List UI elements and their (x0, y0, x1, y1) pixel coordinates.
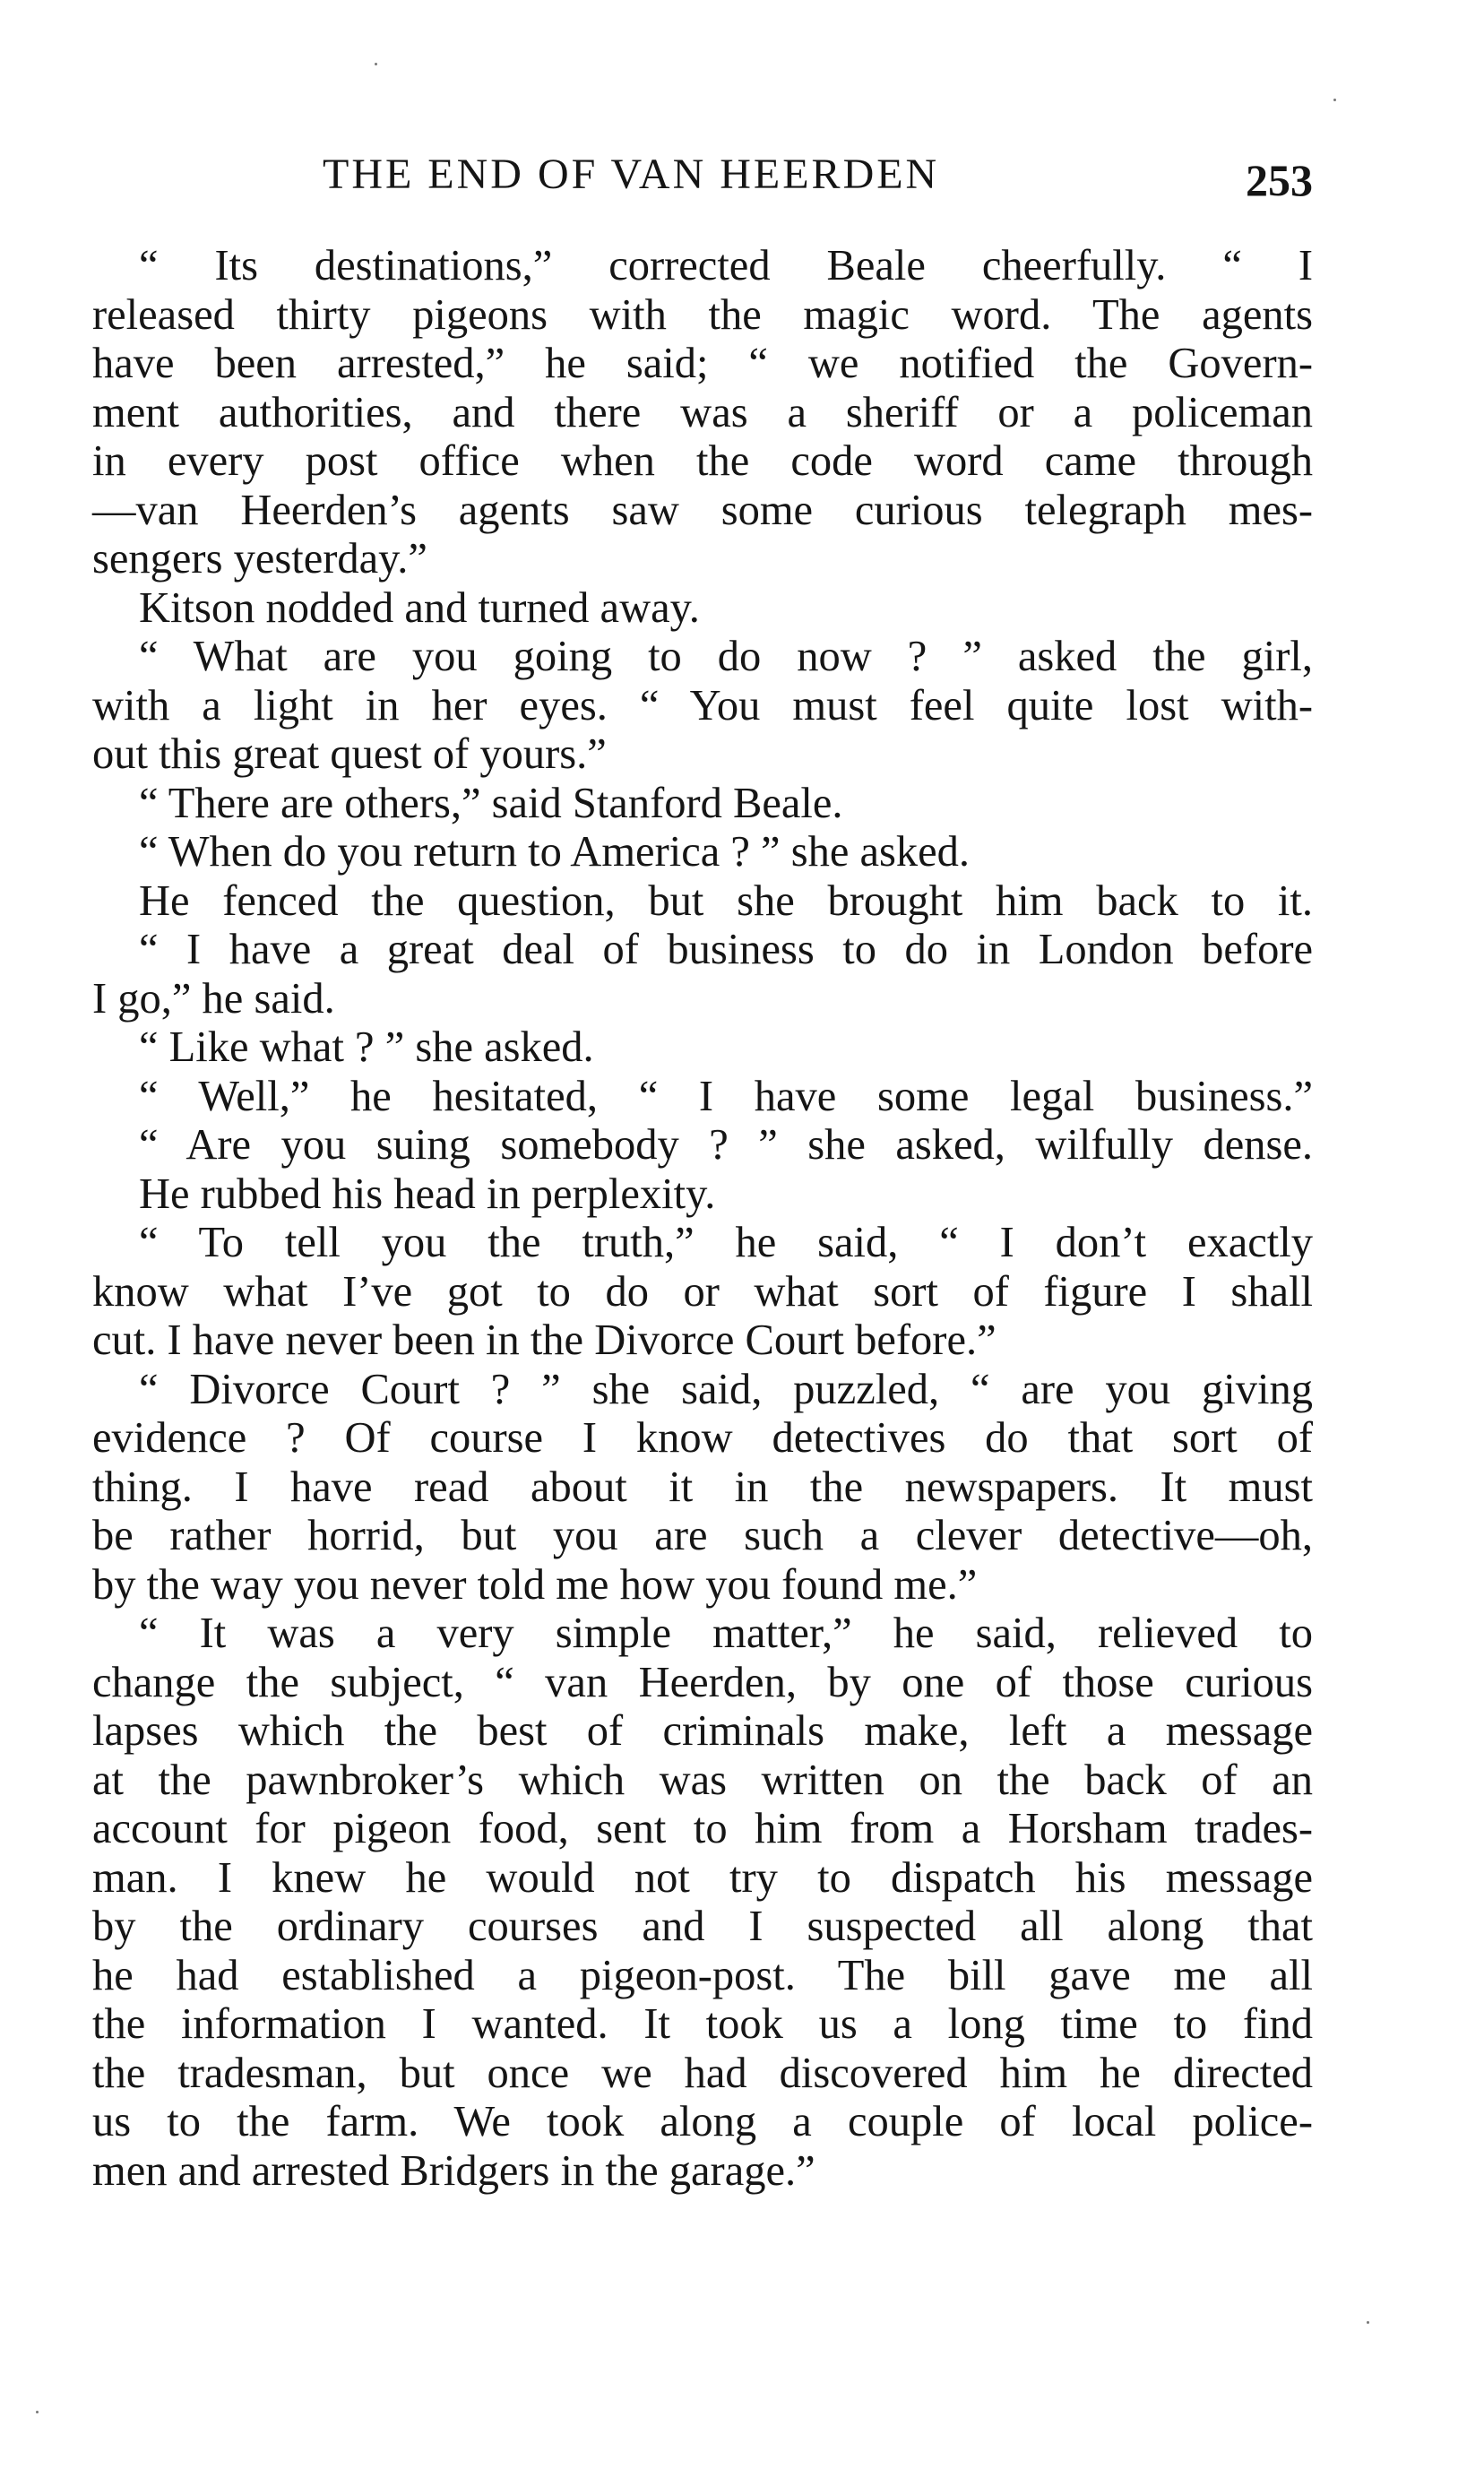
text-line: “ Are you suing somebody ? ” she asked, wilfully dense. (139, 1121, 1313, 1169)
paper-speck (1367, 2321, 1369, 2324)
text-line: He fenced the question, but she brought him back to it. (139, 876, 1313, 925)
text-line: have been arrested,” he said; “ we notified the Govern- (92, 340, 1313, 387)
text-line: lapses which the best of criminals make, left a message (92, 1707, 1313, 1755)
text-line: evidence ? Of course I know detectives do that sort of (92, 1414, 1313, 1462)
paper-speck (36, 2411, 39, 2413)
page-number: 253 (1246, 155, 1313, 205)
text-line: by the ordinary courses and I suspected all along that (92, 1903, 1313, 1950)
text-line: us to the farm. We took along a couple of local police- (92, 2098, 1313, 2145)
text-line: the information I wanted. It took us a long time to find (92, 2000, 1313, 2048)
running-head (94, 143, 1313, 206)
text-line: be rather horrid, but you are such a clever detective—oh, (92, 1512, 1313, 1559)
text-line: men and arrested Bridgers in the garage.” (92, 2146, 815, 2195)
text-line: thing. I have read about it in the newspapers. It must (92, 1463, 1313, 1511)
text-line: at the pawnbroker’s which was written on the back of an (92, 1756, 1313, 1804)
text-line: account for pigeon food, sent to him from a Horsham trades- (92, 1805, 1313, 1852)
text-line: he had established a pigeon-post. The bill gave me all (92, 1951, 1313, 1999)
text-line: out this great quest of yours.” (92, 730, 607, 778)
text-line: released thirty pigeons with the magic word. The agents (92, 290, 1313, 339)
text-line: change the subject, “ van Heerden, by one of those curious (92, 1658, 1313, 1706)
text-line: ment authorities, and there was a sheriff or a policeman (92, 388, 1313, 436)
text-line: know what I’ve got to do or what sort of figure I shall (92, 1267, 1313, 1316)
text-line: with a light in her eyes. “ You must feel quite lost with- (92, 681, 1313, 729)
body-text (92, 242, 1313, 2196)
text-line: cut. I have never been in the Divorce Court before.” (92, 1316, 997, 1364)
text-line: “ It was a very simple matter,” he said, relieved to (139, 1610, 1313, 1657)
text-line: man. I knew he would not try to dispatch his message (92, 1853, 1313, 1902)
text-line: He rubbed his head in perplexity. (139, 1170, 716, 1218)
text-line: “ Like what ? ” she asked. (139, 1023, 594, 1071)
text-line: —van Heerden’s agents saw some curious telegraph mes- (92, 486, 1313, 534)
text-line: sengers yesterday.” (92, 535, 427, 583)
text-line: “ There are others,” said Stanford Beale. (139, 779, 843, 827)
text-line: “ When do you return to America ? ” she asked. (139, 828, 971, 876)
text-line: “ To tell you the truth,” he said, “ I don’t exactly (139, 1219, 1313, 1266)
text-line: “ Well,” he hesitated, “ I have some legal business.” (139, 1072, 1313, 1120)
text-line: in every post office when the code word came through (92, 437, 1313, 485)
text-line: “ Its destinations,” corrected Beale cheerfully. “ I (139, 242, 1313, 289)
paper-speck (375, 63, 377, 65)
paper-speck (1333, 99, 1336, 101)
text-line: Kitson nodded and turned away. (139, 583, 700, 632)
text-line: “ I have a great deal of business to do in London before (139, 926, 1313, 973)
text-line: the tradesman, but once we had discovered him he directed (92, 2049, 1313, 2097)
text-line: by the way you never told me how you found me.” (92, 1560, 978, 1609)
text-line: “ Divorce Court ? ” she said, puzzled, “ are you giving (139, 1365, 1313, 1413)
text-line: “ What are you going to do now ? ” asked the girl, (139, 633, 1313, 680)
text-line: I go,” he said. (92, 974, 335, 1023)
running-title: THE END OF VAN HEERDEN (323, 151, 940, 198)
